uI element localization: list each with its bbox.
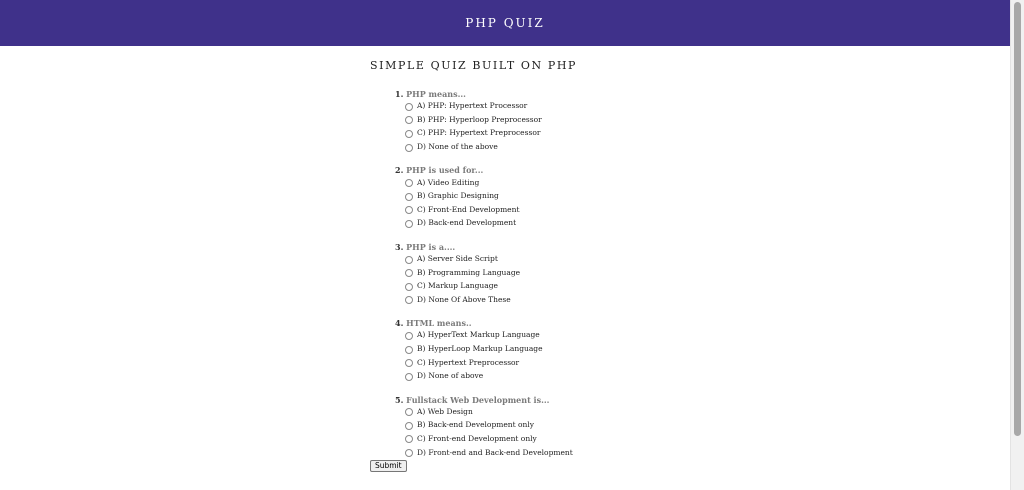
answer-option[interactable] [395,189,970,203]
question-text: PHP is a.... [406,241,456,252]
question-text: PHP is used for... [406,165,484,176]
question-block [395,395,970,459]
question-title [395,318,970,328]
answer-option-label: C) Front-End Development [417,204,520,214]
answer-option-label: A) HyperText Markup Language [417,330,540,340]
answer-option-label: D) Back-end Development [417,218,517,228]
answer-option-label: B) HyperLoop Markup Language [417,344,543,354]
answer-option[interactable] [395,252,970,266]
answer-option[interactable] [395,342,970,356]
answer-option[interactable] [395,405,970,419]
radio-button[interactable] [405,435,413,443]
radio-button[interactable] [405,220,413,228]
answer-option-label: A) Server Side Script [417,254,498,264]
answer-option[interactable] [395,328,970,342]
answer-option[interactable] [395,99,970,113]
answer-option-label: D) None of the above [417,142,498,152]
radio-button[interactable] [405,449,413,457]
question-block [395,318,970,382]
radio-button[interactable] [405,116,413,124]
answer-option-label: B) Back-end Development only [417,420,535,430]
answer-option-label: A) Web Design [417,406,473,416]
answer-option[interactable] [395,216,970,230]
answer-option[interactable] [395,355,970,369]
submit-button[interactable]: Submit [370,460,407,472]
answer-option-label: D) None Of Above These [417,294,511,304]
header-title: PHP QUIZ [465,16,545,30]
question-number: 2. [395,165,404,176]
radio-button[interactable] [405,332,413,340]
answer-option-label: D) Front-end and Back-end Development [417,447,573,457]
question-text: PHP means... [406,89,466,99]
answer-option-label: A) PHP: Hypertext Processor [417,101,528,111]
question-number: 4. [395,318,404,329]
radio-button[interactable] [405,269,413,277]
answer-option[interactable] [395,175,970,189]
radio-button[interactable] [405,283,413,291]
answer-option-label: B) Graphic Designing [417,191,499,201]
question-number: 5. [395,394,404,405]
radio-button[interactable] [405,359,413,367]
question-title [395,395,970,405]
answer-option[interactable] [395,369,970,383]
question-block [395,165,970,229]
question-list [370,89,970,459]
answer-option[interactable] [395,126,970,140]
answer-option[interactable] [395,293,970,307]
radio-button[interactable] [405,422,413,430]
radio-button[interactable] [405,256,413,264]
question-number: 3. [395,241,404,252]
question-number: 1. [395,89,404,99]
question-text: Fullstack Web Development is... [406,394,550,405]
question-title [395,242,970,252]
answer-option-label: D) None of above [417,371,484,381]
question-block [395,242,970,306]
radio-button[interactable] [405,103,413,111]
radio-button[interactable] [405,373,413,381]
question-block [395,89,970,153]
answer-option-label: C) Front-end Development only [417,433,537,443]
radio-button[interactable] [405,206,413,214]
question-title [395,89,970,99]
header-bar [0,0,1010,46]
scrollbar-thumb[interactable] [1014,2,1021,436]
quiz-title: SIMPLE QUIZ BUILT ON PHP [370,59,578,72]
answer-option-label: A) Video Editing [417,177,480,187]
radio-button[interactable] [405,193,413,201]
radio-button[interactable] [405,130,413,138]
answer-option[interactable] [395,432,970,446]
answer-option-label: C) PHP: Hypertext Preprocessor [417,128,541,138]
radio-button[interactable] [405,408,413,416]
answer-option[interactable] [395,279,970,293]
answer-option-label: B) PHP: Hyperloop Preprocessor [417,114,542,124]
answer-option-label: B) Programming Language [417,267,521,277]
vertical-scrollbar[interactable] [1010,0,1024,490]
question-text: HTML means.. [406,318,472,329]
answer-option[interactable] [395,140,970,154]
answer-option[interactable] [395,418,970,432]
quiz-content [370,60,970,459]
question-title [395,165,970,175]
radio-button[interactable] [405,296,413,304]
answer-option-label: C) Hypertext Preprocessor [417,357,520,367]
answer-option[interactable] [395,265,970,279]
radio-button[interactable] [405,179,413,187]
answer-option-label: C) Markup Language [417,281,498,291]
radio-button[interactable] [405,144,413,152]
radio-button[interactable] [405,346,413,354]
answer-option[interactable] [395,445,970,459]
answer-option[interactable] [395,203,970,217]
answer-option[interactable] [395,113,970,127]
